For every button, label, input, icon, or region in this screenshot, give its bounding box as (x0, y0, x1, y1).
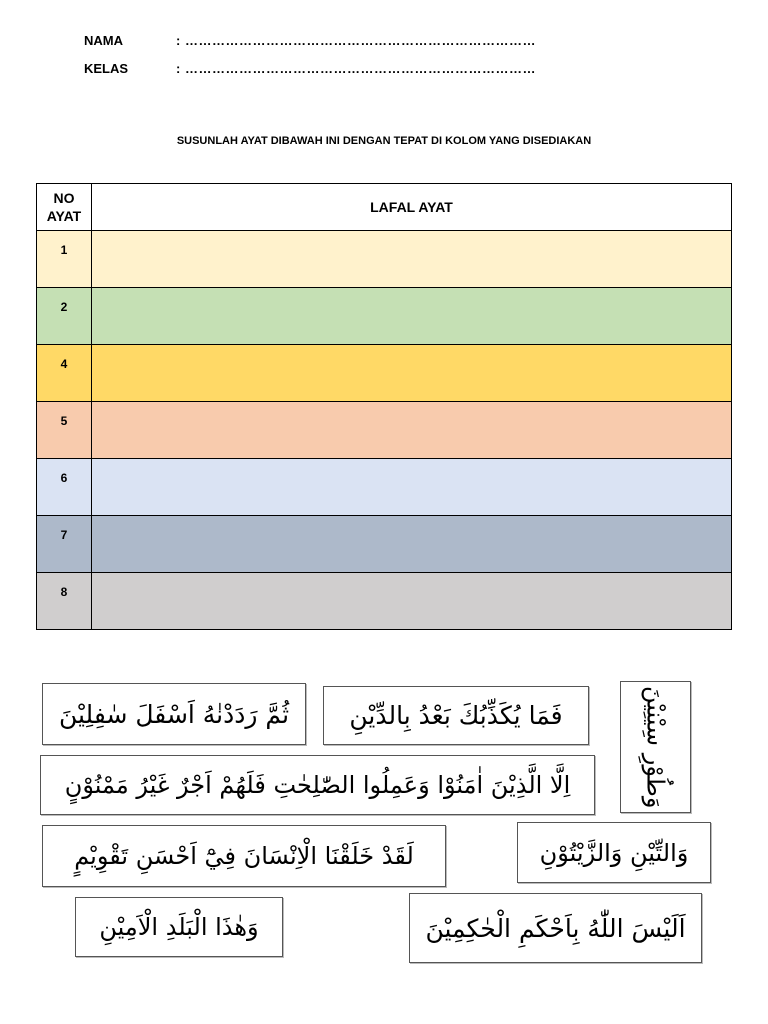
answer-cell[interactable] (92, 516, 732, 573)
row-number: 2 (37, 288, 92, 345)
class-field[interactable]: : …………………………………………………………………… (176, 61, 536, 76)
table-row (37, 231, 732, 288)
answer-cell[interactable] (92, 459, 732, 516)
table-row (37, 288, 732, 345)
row-number: 4 (37, 345, 92, 402)
row-number: 8 (37, 573, 92, 630)
verse-card[interactable]: اِلَّا الَّذِيْنَ اٰمَنُوْا وَعَمِلُوا الصّٰلِحٰتِ فَلَهُمْ اَجْرٌ غَيْرُ مَمْنُوْنٍ (40, 755, 595, 815)
verse-card[interactable]: وَهٰذَا الْبَلَدِ الْاَمِيْنِ (75, 897, 283, 957)
table-row (37, 345, 732, 402)
answer-cell[interactable] (92, 345, 732, 402)
row-number: 1 (37, 231, 92, 288)
table-header-row (37, 184, 732, 231)
table-row (37, 516, 732, 573)
row-number: 7 (37, 516, 92, 573)
column-header-no-ayat (37, 184, 92, 231)
class-label: KELAS (84, 61, 129, 76)
verse-card[interactable]: وَالتِّيْنِ وَالزَّيْتُوْنِ (517, 822, 711, 883)
instruction-text: SUSUNLAH AYAT DIBAWAH INI DENGAN TEPAT DI KOLOM YANG DISEDIAKAN (176, 135, 592, 147)
answer-cell[interactable] (92, 231, 732, 288)
column-header-no: NO (53, 190, 75, 206)
verse-card[interactable]: اَلَيْسَ اللّٰهُ بِاَحْكَمِ الْحٰكِمِيْنَ (409, 893, 702, 963)
row-number: 6 (37, 459, 92, 516)
table-row (37, 459, 732, 516)
verse-card[interactable]: وَطُوْرِ سِيْنِيْنَ (620, 681, 691, 813)
answer-cell[interactable] (92, 288, 732, 345)
table-row (37, 402, 732, 459)
ayat-table (36, 183, 732, 630)
verse-card[interactable]: لَقَدْ خَلَقْنَا الْاِنْسَانَ فِيْٓ اَحْسَنِ تَقْوِيْمٍ (42, 825, 446, 887)
answer-cell[interactable] (92, 402, 732, 459)
verse-card[interactable]: فَمَا يُكَذِّبُكَ بَعْدُ بِالدِّيْنِ (323, 686, 589, 745)
column-header-ayat: AYAT (46, 208, 82, 224)
table-row (37, 573, 732, 630)
verse-card[interactable]: ثُمَّ رَدَدْنٰهُ اَسْفَلَ سٰفِلِيْنَ (42, 683, 306, 745)
row-number: 5 (37, 402, 92, 459)
answer-cell[interactable] (92, 573, 732, 630)
column-header-lafal-ayat: LAFAL AYAT (92, 184, 732, 231)
name-field[interactable]: : …………………………………………………………………… (176, 33, 536, 48)
name-label: NAMA (84, 33, 123, 48)
